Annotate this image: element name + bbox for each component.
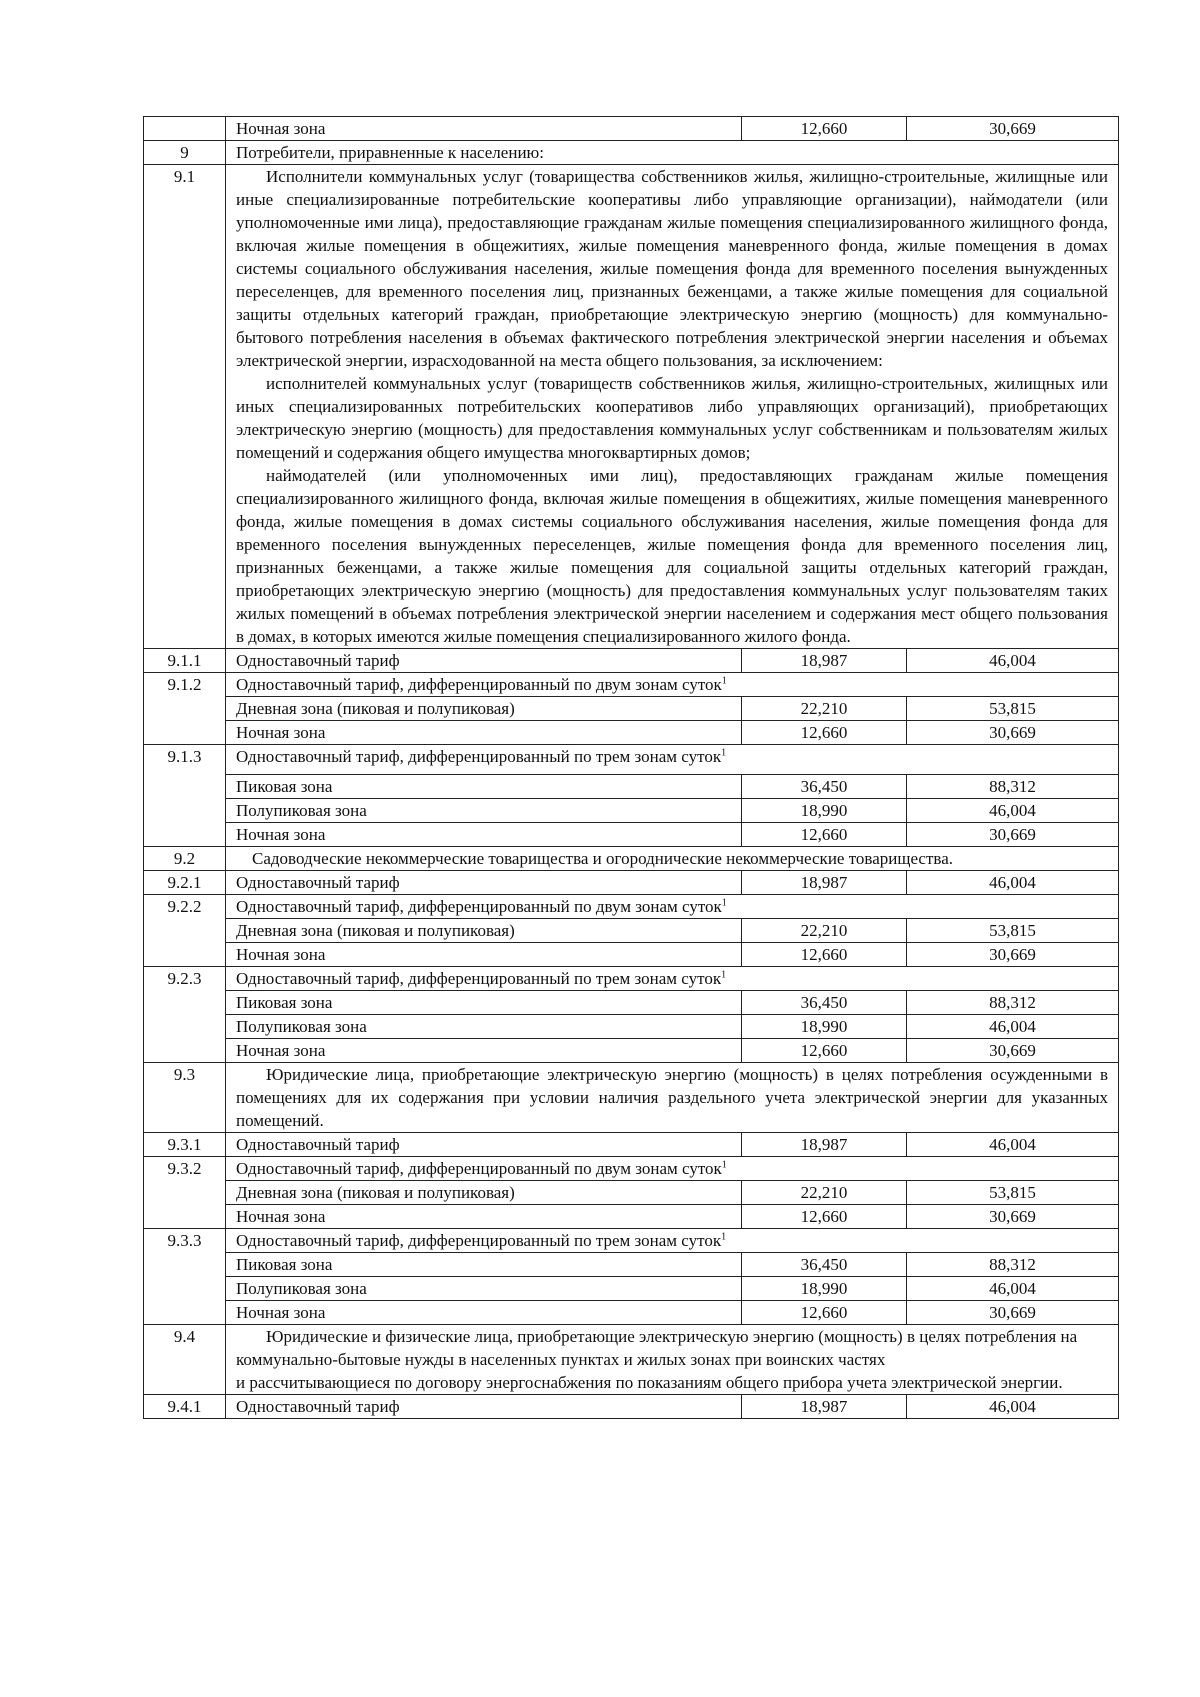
tariff-value-2: 46,004 [907,1133,1119,1157]
tariff-value-1: 18,990 [742,799,907,823]
row-number: 9.3.3 [144,1229,226,1325]
row-number: 9.2 [144,847,226,871]
tariff-heading [226,745,1119,775]
tariff-value-2: 46,004 [907,1395,1119,1419]
zone-name: Дневная зона (пиковая и полупиковая) [226,1181,742,1205]
tariff-value-1: 12,660 [742,1039,907,1063]
tariff-name: Одноставочный тариф [226,1133,742,1157]
row-number: 9.1.2 [144,673,226,745]
table-row [144,721,1119,745]
tariff-value-2: 30,669 [907,1301,1119,1325]
tariff-value-2: 46,004 [907,871,1119,895]
tariff-value-2: 30,669 [907,823,1119,847]
paragraph: наймодателей (или уполномоченных ими лиц), предоставляющих гражданам жилые помещения специализированного жилищного фонда, включая жилые помещения в общежитиях, жилые помещения маневренного фонда, жилые помещения в домах системы социального обслуживания населения, жилые помещения фонда для временного поселения вынужденных переселенцев, жилые помещения фонда для временного поселения лиц, признанных беженцами, а также жилые помещения для социальной защиты отдельных категорий граждан, приобретающих электрическую энергию (мощность) для предоставления коммунальных услуг пользователям таких жилых помещений в объемах потребления электрической энергии населением и содержания мест общего пользования в домах, в которых имеются жилые помещения специализированного жилого фонда. [236,466,1108,646]
zone-name: Полупиковая зона [226,799,742,823]
tariff-heading [226,967,1119,991]
paragraph: Юридические лица, приобретающие электрическую энергию (мощность) в целях потребления осужденными в помещениях для их содержания при условии наличия раздельного учета электрической энергии для указанных помещений. [236,1065,1108,1130]
tariff-name: Одноставочный тариф [226,649,742,673]
row-number: 9.4 [144,1325,226,1395]
table-row [144,943,1119,967]
tariff-heading-text: Одноставочный тариф, дифференцированный по трем зонам суток [236,969,722,988]
zone-name: Дневная зона (пиковая и полупиковая) [226,697,742,721]
tariff-value-2: 30,669 [907,721,1119,745]
tariff-value-2: 30,669 [907,943,1119,967]
table-row [144,847,1119,871]
tariff-value-1: 36,450 [742,1253,907,1277]
table-row [144,165,1119,649]
zone-name: Ночная зона [226,1205,742,1229]
tariff-value-2: 88,312 [907,1253,1119,1277]
table-row [144,697,1119,721]
tariff-value-2: 88,312 [907,991,1119,1015]
tariff-value-1: 18,987 [742,1395,907,1419]
tariff-value-1: 22,210 [742,697,907,721]
zone-name: Ночная зона [226,823,742,847]
tariff-heading [226,1229,1119,1253]
table-row [144,673,1119,697]
table-row [144,1277,1119,1301]
table-row [144,1157,1119,1181]
footnote-marker: 1 [721,1159,727,1171]
tariff-heading [226,895,1119,919]
tariff-heading-text: Одноставочный тариф, дифференцированный по двум зонам суток [236,1159,722,1178]
zone-name: Дневная зона (пиковая и полупиковая) [226,919,742,943]
tariff-heading [226,1157,1119,1181]
table-row [144,1253,1119,1277]
paragraph: Юридические и физические лица, приобретающие электрическую энергию (мощность) в целях потребления на коммунально-бытовые нужды в населенных пунктах и жилых зонах при воинских частях [236,1327,1078,1369]
row-number: 9.4.1 [144,1395,226,1419]
zone-name: Ночная зона [226,117,742,141]
paragraph: Исполнители коммунальных услуг (товарищества собственников жилья, жилищно-строительные, жилищные или иные специализированные потребительские кооперативы либо управляющие организации), наймодатели (или уполномоченные ими лица), предоставляющие гражданам жилые помещения специализированного жилищного фонда, включая жилые помещения в общежитиях, жилые помещения маневренного фонда, жилые помещения в домах системы социального обслуживания населения, жилые помещения фонда для временного поселения вынужденных переселенцев, для временного поселения лиц, признанных беженцами, а также жилые помещения для социальной защиты отдельных категорий граждан, приобретающие электрическую энергию (мощность) для коммунально-бытового потребления населения в объемах фактического потребления электрической энергии населения и объемах электрической энергии, израсходованной на места общего пользования, за исключением: [236,167,1108,370]
row-number: 9.3 [144,1063,226,1133]
tariff-value-1: 18,987 [742,871,907,895]
row-number [144,117,226,141]
table-row [144,895,1119,919]
tariff-value-1: 36,450 [742,991,907,1015]
zone-name: Ночная зона [226,943,742,967]
table-row [144,745,1119,775]
tariff-value-2: 53,815 [907,1181,1119,1205]
table-row [144,919,1119,943]
row-number: 9.2.2 [144,895,226,967]
row-number: 9.3.2 [144,1157,226,1229]
table-row [144,1205,1119,1229]
zone-name: Пиковая зона [226,991,742,1015]
table-row [144,117,1119,141]
section-description [226,1325,1119,1395]
tariff-value-1: 22,210 [742,919,907,943]
row-number: 9.1 [144,165,226,649]
section-heading: Потребители, приравненные к населению: [226,141,1119,165]
table-row [144,1229,1119,1253]
tariff-value-1: 12,660 [742,117,907,141]
tariff-value-2: 46,004 [907,649,1119,673]
row-number: 9.3.1 [144,1133,226,1157]
paragraph: и рассчитывающиеся по договору энергоснабжения по показаниям общего прибора учета электрической энергии. [236,1373,1063,1392]
zone-name: Пиковая зона [226,1253,742,1277]
row-number: 9.1.3 [144,745,226,847]
tariff-value-2: 46,004 [907,799,1119,823]
tariff-value-2: 46,004 [907,1015,1119,1039]
table-row [144,871,1119,895]
tariff-heading-text: Одноставочный тариф, дифференцированный по двум зонам суток [236,675,722,694]
footnote-marker: 1 [721,897,727,909]
table-row [144,1133,1119,1157]
table-row [144,823,1119,847]
footnote-marker: 1 [721,675,727,687]
tariff-value-1: 22,210 [742,1181,907,1205]
row-number: 9.2.1 [144,871,226,895]
tariff-value-1: 18,990 [742,1277,907,1301]
tariff-heading-text: Одноставочный тариф, дифференцированный по двум зонам суток [236,897,722,916]
tariff-value-1: 36,450 [742,775,907,799]
tariff-value-2: 30,669 [907,117,1119,141]
tariff-table [143,116,1119,1419]
row-number: 9 [144,141,226,165]
table-row [144,1181,1119,1205]
tariff-value-2: 53,815 [907,697,1119,721]
tariff-value-1: 12,660 [742,1205,907,1229]
tariff-value-2: 30,669 [907,1039,1119,1063]
tariff-value-2: 88,312 [907,775,1119,799]
footnote-marker: 1 [721,747,727,759]
zone-name: Ночная зона [226,1301,742,1325]
row-number: 9.2.3 [144,967,226,1063]
paragraph: исполнителей коммунальных услуг (товариществ собственников жилья, жилищно-строительных, жилищных или иных специализированных потребительских кооперативов либо управляющих организаций), приобретающих электрическую энергию (мощность) для предоставления коммунальных услуг собственникам и пользователям жилых помещений и содержания общего имущества многоквартирных домов; [236,374,1108,462]
table-row [144,1015,1119,1039]
table-row [144,1063,1119,1133]
table-row [144,1325,1119,1395]
tariff-value-1: 12,660 [742,721,907,745]
tariff-value-1: 12,660 [742,943,907,967]
footnote-marker: 1 [721,1231,727,1243]
table-row [144,991,1119,1015]
tariff-value-2: 30,669 [907,1205,1119,1229]
tariff-heading [226,673,1119,697]
table-row [144,775,1119,799]
tariff-value-2: 53,815 [907,919,1119,943]
table-row [144,1395,1119,1419]
tariff-heading-text: Одноставочный тариф, дифференцированный по трем зонам суток [236,747,722,766]
tariff-heading-text: Одноставочный тариф, дифференцированный по трем зонам суток [236,1231,722,1250]
table-row [144,141,1119,165]
tariff-value-1: 12,660 [742,1301,907,1325]
zone-name: Ночная зона [226,721,742,745]
table-row [144,967,1119,991]
table-row [144,649,1119,673]
footnote-marker: 1 [721,969,727,981]
tariff-name: Одноставочный тариф [226,871,742,895]
row-number: 9.1.1 [144,649,226,673]
zone-name: Полупиковая зона [226,1277,742,1301]
tariff-value-1: 12,660 [742,823,907,847]
tariff-value-1: 18,987 [742,1133,907,1157]
table-row [144,799,1119,823]
table-row [144,1301,1119,1325]
zone-name: Полупиковая зона [226,1015,742,1039]
zone-name: Пиковая зона [226,775,742,799]
zone-name: Ночная зона [226,1039,742,1063]
section-heading: Садоводческие некоммерческие товарищества и огороднические некоммерческие товарищества. [226,847,1119,871]
tariff-value-2: 46,004 [907,1277,1119,1301]
section-description [226,1063,1119,1133]
tariff-value-1: 18,990 [742,1015,907,1039]
section-description [226,165,1119,649]
tariff-value-1: 18,987 [742,649,907,673]
table-row [144,1039,1119,1063]
tariff-name: Одноставочный тариф [226,1395,742,1419]
